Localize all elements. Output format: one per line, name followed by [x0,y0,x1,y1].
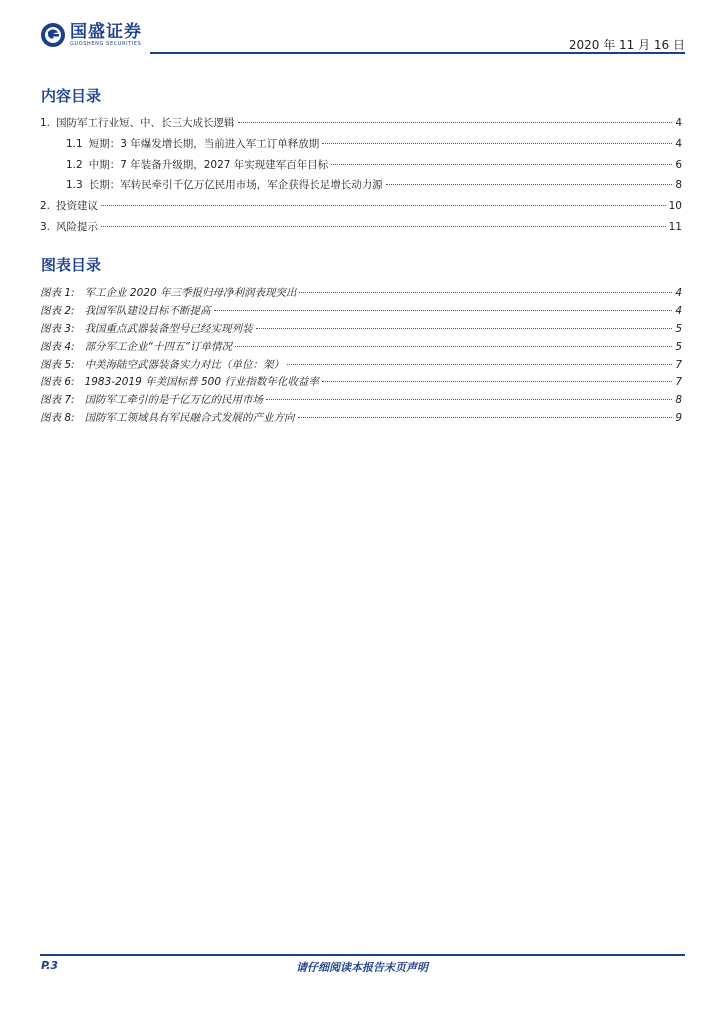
dot-leader [238,122,673,123]
figure-entry-label: 图表 8: [40,412,75,425]
toc-entry-number: 1. [40,117,51,129]
toc-entry-text: 国防军工行业短、中、长三大成长逻辑 [56,117,235,129]
figure-entry-text: 国防军工领域具有军民融合式发展的产业方向 [84,412,295,425]
header-divider [150,52,685,54]
dot-leader [322,143,672,144]
toc-entry-page: 4 [675,117,682,129]
dot-leader [235,346,672,347]
toc-entry-number: 3. [40,220,51,233]
toc-entry-page: 4 [675,137,682,150]
footer-divider [40,954,685,956]
figure-entry[interactable] [40,339,682,357]
dot-leader [256,328,673,329]
figure-entry-page: 4 [675,304,682,317]
figure-entry-label: 图表 7: [40,394,75,407]
figure-entry[interactable] [40,357,682,375]
figure-entry-page: 7 [675,358,682,371]
figure-entry-label: 图表 1: [40,287,75,299]
figure-entry[interactable] [40,410,682,428]
figure-entry-page: 4 [675,287,682,299]
toc-entry[interactable] [40,198,682,219]
figure-entry[interactable] [40,285,682,303]
toc-entry-number: 1.1 [66,137,83,150]
figure-entry-page: 8 [675,394,682,407]
toc-entry-text: 长期：军转民牵引千亿万亿民用市场，军企获得长足增长动力源 [88,179,383,192]
toc-entry-text: 短期：3 年爆发增长期，当前进入军工订单释放期 [88,137,320,150]
figure-entry-text: 1983-2019 年美国标普 500 行业指数年化收益率 [84,376,319,389]
logo-cn-text: 国盛证券 [70,21,142,42]
dot-leader [322,381,672,382]
dot-leader [101,226,666,227]
figure-entry[interactable] [40,392,682,410]
logo-en-text: GUOSHENG SECURITIES [70,40,142,47]
figure-entry-label: 图表 2: [40,304,75,317]
figure-entry-label: 图表 6: [40,376,75,389]
toc-entry-number: 2. [40,200,51,213]
toc-entry-page: 6 [675,158,682,171]
figure-entry-page: 9 [675,412,682,425]
footer-disclaimer: 请仔细阅读本报告末页声明 [296,961,428,974]
dot-leader [299,292,672,293]
page-number: P.3 [41,959,59,972]
toc-entry-text: 中期：7 年装备升级期，2027 年实现建军百年目标 [88,158,329,171]
figure-entry-page: 5 [675,340,682,353]
toc-entry[interactable] [40,219,682,240]
toc-entry[interactable] [40,177,682,198]
figure-entry-label: 图表 3: [40,322,75,335]
toc-entry-page: 11 [668,220,682,233]
contents-title: 内容目录 [41,87,102,105]
figure-entry-text: 国防军工牵引的是千亿万亿的民用市场 [84,394,264,407]
contents-list [40,115,682,240]
dot-leader [386,184,673,185]
figure-entry-text: 军工企业 2020 年三季报归母净利润表现突出 [84,287,297,299]
toc-entry-text: 投资建议 [56,200,99,213]
dot-leader [214,310,673,311]
dot-leader [287,364,672,365]
figure-entry[interactable] [40,303,682,321]
toc-entry[interactable] [40,136,682,157]
toc-entry-page: 8 [675,179,682,192]
dot-leader [101,205,666,206]
dot-leader [331,164,672,165]
figure-entry-text: 我国军队建设目标不断提高 [84,304,211,317]
dot-leader [266,399,672,400]
toc-entry-number: 1.3 [66,179,83,192]
toc-entry-page: 10 [668,200,682,213]
figure-entry-text: 中美海陆空武器装备实力对比（单位：架） [84,358,285,371]
page-header [40,20,685,56]
figures-list [40,285,682,428]
company-logo [40,22,142,48]
toc-entry-number: 1.2 [66,158,83,171]
dot-leader [298,417,673,418]
figures-title: 图表目录 [41,256,102,274]
figure-entry-page: 7 [675,376,682,389]
figure-entry-text: 我国重点武器装备型号已经实现列装 [84,322,253,335]
figure-entry[interactable] [40,374,682,392]
figure-entry[interactable] [40,321,682,339]
toc-entry[interactable] [40,157,682,178]
logo-mark-icon [40,22,66,48]
figure-entry-page: 5 [675,322,682,335]
figure-entry-label: 图表 4: [40,340,75,353]
toc-entry-text: 风险提示 [56,220,99,233]
report-date: 2020 年 11 月 16 日 [568,38,685,52]
toc-entry[interactable] [40,115,682,136]
figure-entry-text: 部分军工企业“十四五”订单情况 [84,340,232,353]
figure-entry-label: 图表 5: [40,358,75,371]
